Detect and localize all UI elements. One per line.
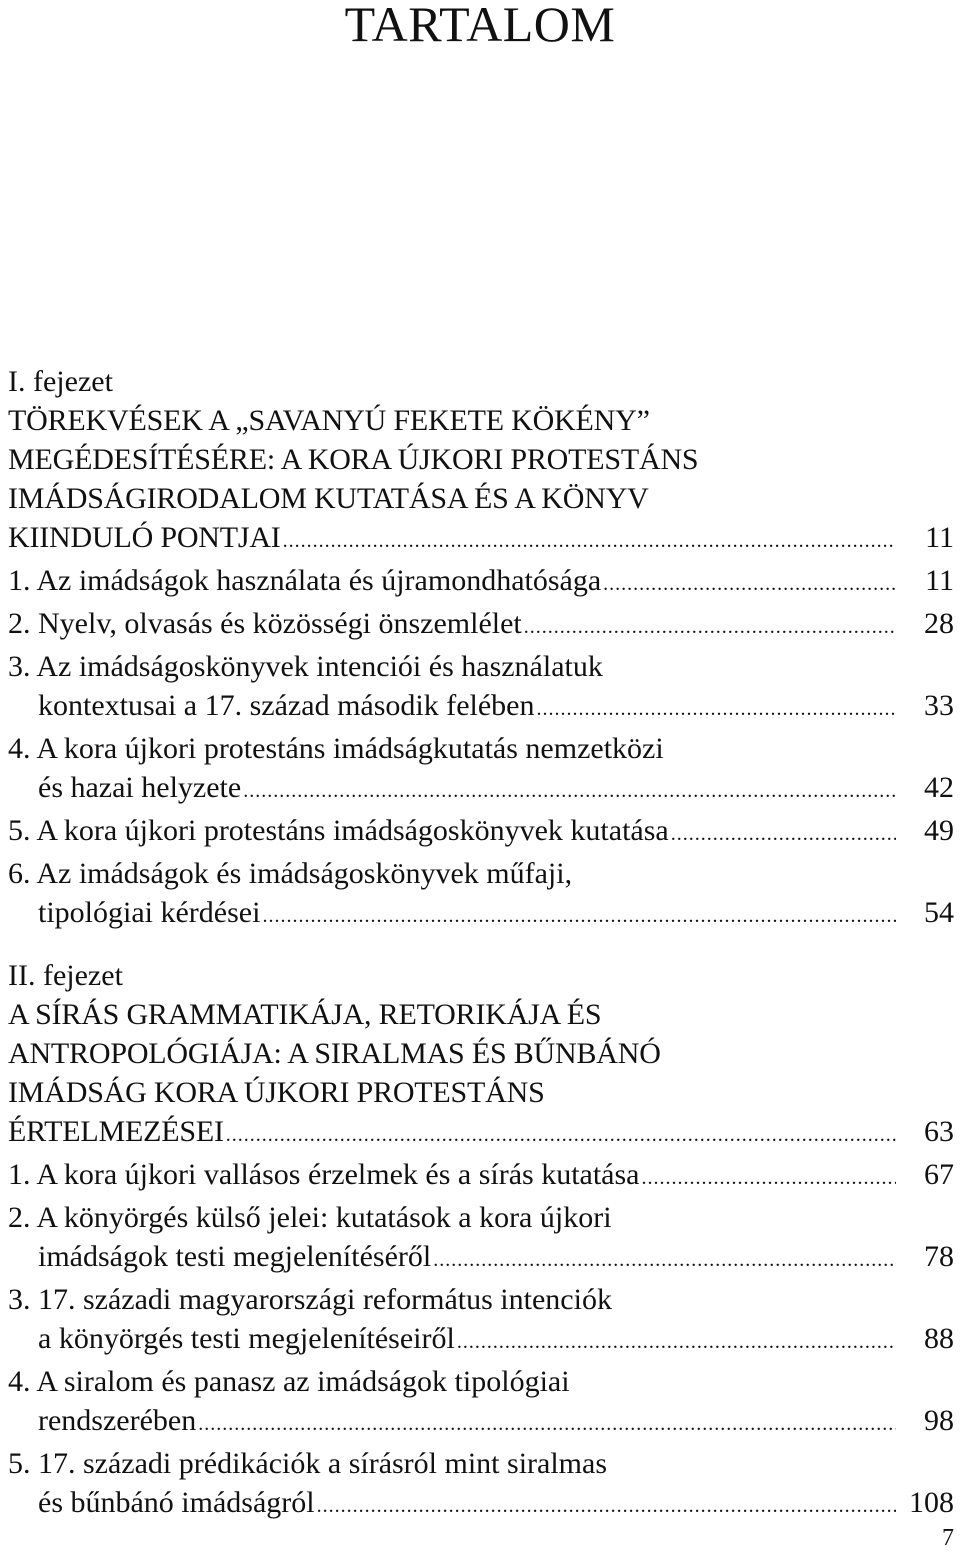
dot-leader	[641, 1155, 896, 1198]
section-spacer	[8, 936, 954, 956]
entry-text: 3. 17. századi magyarországi református intenciók	[8, 1283, 612, 1316]
dot-leader	[317, 1483, 896, 1526]
dot-leader	[671, 811, 896, 854]
chapter-label: II. fejezet	[8, 959, 123, 992]
dot-leader	[524, 604, 896, 647]
table-of-contents	[8, 362, 954, 1526]
entry-text: 6. Az imádságok és imádságoskönyvek műfaji,	[8, 857, 573, 890]
entry-text-continued: a könyörgés testi megjelenítéseiről	[38, 1322, 455, 1355]
dot-leader	[283, 518, 896, 561]
chapter-title-line: A SÍRÁS GRAMMATIKÁJA, RETORIKÁJA ÉS	[8, 998, 602, 1031]
toc-entry[interactable]	[8, 1198, 954, 1280]
entry-text: 1. A kora újkori vallásos érzelmek és a sírás kutatása	[8, 1158, 640, 1191]
page-ref: 28	[924, 607, 954, 640]
entry-text-continued: imádságok testi megjelenítéséről	[38, 1240, 432, 1273]
page-ref: 88	[924, 1322, 954, 1355]
page-ref: 63	[924, 1115, 954, 1148]
chapter-label: I. fejezet	[8, 365, 113, 398]
toc-entry[interactable]	[8, 811, 954, 854]
page-ref: 42	[924, 771, 954, 804]
chapter-2	[8, 956, 954, 1526]
entry-text-continued: tipológiai kérdései	[38, 896, 261, 929]
toc-entry[interactable]	[8, 729, 954, 811]
dot-leader	[262, 893, 896, 936]
toc-entry[interactable]	[8, 1362, 954, 1444]
chapter-title-line: ÉRTELMEZÉSEI	[8, 1115, 224, 1148]
dot-leader	[243, 768, 896, 811]
dot-leader	[226, 1112, 896, 1155]
chapter-title-line: KIINDULÓ PONTJAI	[8, 521, 281, 554]
toc-entry[interactable]	[8, 561, 954, 604]
toc-entry[interactable]	[8, 854, 954, 936]
chapter-title-line: IMÁDSÁGIRODALOM KUTATÁSA ÉS A KÖNYV	[8, 482, 649, 515]
entry-text: 2. Nyelv, olvasás és közösségi önszemlélet	[8, 607, 522, 640]
toc-entry[interactable]	[8, 518, 954, 561]
entry-text: 5. 17. századi prédikációk a sírásról mint siralmas	[8, 1447, 607, 1480]
page-ref: 98	[924, 1404, 954, 1437]
toc-entry[interactable]	[8, 1112, 954, 1155]
page-ref: 67	[924, 1158, 954, 1191]
entry-text-continued: kontextusai a 17. század második felében	[38, 689, 535, 722]
page-ref: 108	[909, 1486, 954, 1519]
dot-leader	[457, 1319, 896, 1362]
toc-entry[interactable]	[8, 1444, 954, 1526]
dot-leader	[603, 561, 896, 604]
page-ref: 78	[924, 1240, 954, 1273]
entry-text: 4. A kora újkori protestáns imádságkutatás nemzetközi	[8, 732, 664, 765]
entry-text: 2. A könyörgés külső jelei: kutatások a kora újkori	[8, 1201, 612, 1234]
page-ref: 11	[925, 521, 954, 554]
entry-text: 3. Az imádságoskönyvek intenciói és használatuk	[8, 650, 603, 683]
page-number: 7	[942, 1525, 954, 1551]
entry-text: 1. Az imádságok használata és újramondhatósága	[8, 564, 602, 597]
chapter-title-line: TÖREKVÉSEK A „SAVANYÚ FEKETE KÖKÉNY”	[8, 404, 650, 437]
entry-text: 5. A kora újkori protestáns imádságoskönyvek kutatása	[8, 814, 669, 847]
dot-leader	[537, 686, 897, 729]
chapter-title-line: MEGÉDESÍTÉSÉRE: A KORA ÚJKORI PROTESTÁNS	[8, 443, 699, 476]
page-ref: 54	[924, 896, 954, 929]
page-ref: 11	[925, 564, 954, 597]
entry-text-continued: és hazai helyzete	[38, 771, 242, 804]
page-ref: 49	[924, 814, 954, 847]
toc-entry[interactable]	[8, 604, 954, 647]
entry-text-continued: rendszerében	[38, 1404, 197, 1437]
page-ref: 33	[924, 689, 954, 722]
page-title: TARTALOM	[344, 0, 616, 52]
entry-text-continued: és bűnbánó imádságról	[38, 1486, 315, 1519]
toc-entry[interactable]	[8, 1280, 954, 1362]
toc-entry[interactable]	[8, 647, 954, 729]
chapter-title-line: IMÁDSÁG KORA ÚJKORI PROTESTÁNS	[8, 1076, 545, 1109]
toc-entry[interactable]	[8, 1155, 954, 1198]
dot-leader	[198, 1401, 896, 1444]
chapter-1	[8, 362, 954, 936]
entry-text: 4. A siralom és panasz az imádságok tipológiai	[8, 1365, 570, 1398]
dot-leader	[433, 1237, 896, 1280]
chapter-title-line: ANTROPOLÓGIÁJA: A SIRALMAS ÉS BŰNBÁNÓ	[8, 1037, 661, 1070]
